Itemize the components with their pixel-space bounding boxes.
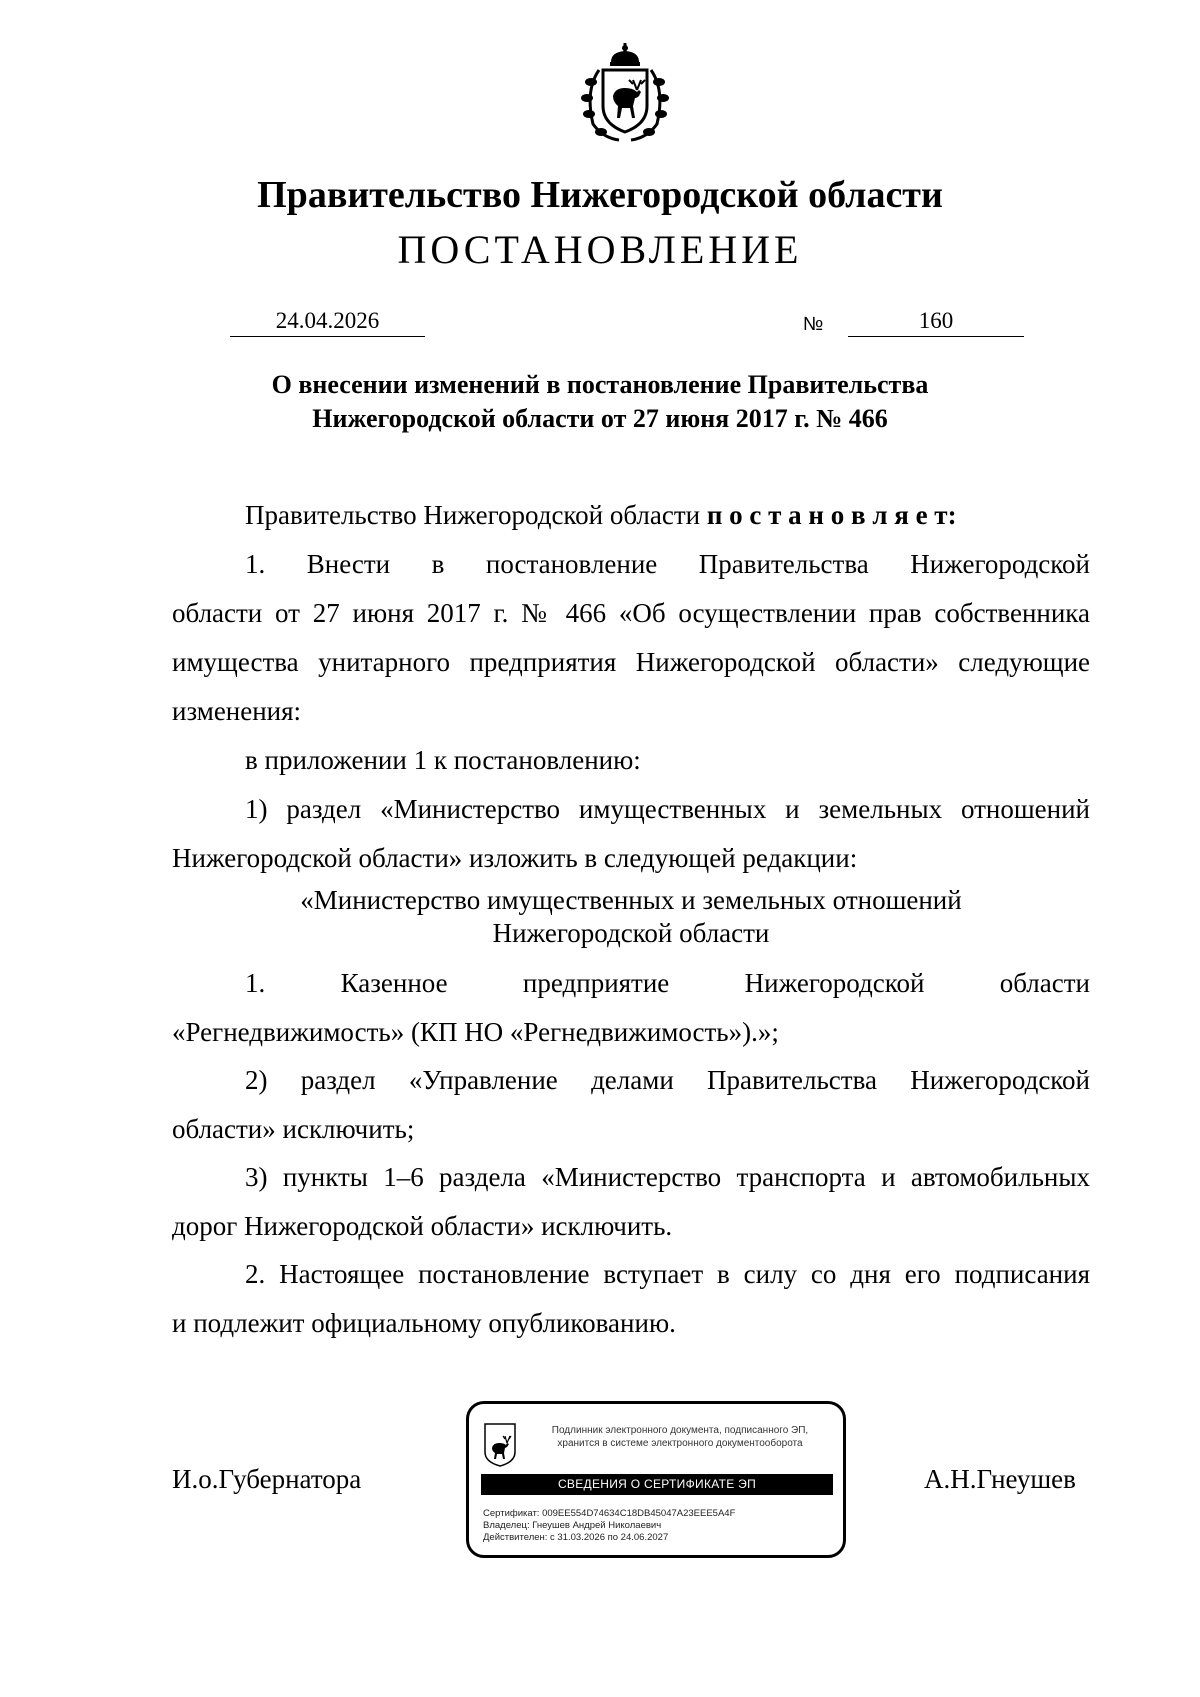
item-2	[172, 1056, 1090, 1154]
certificate-owner: Владелец: Гнеушев Андрей Николаевич	[483, 1520, 662, 1531]
paragraph-line: 2. Настоящее постановление вступает в силу со дня его подписания	[245, 1259, 1090, 1289]
heading-line: О внесении изменений в постановление Правительства	[271, 370, 929, 399]
stamp-header-line: Подлинник электронного документа, подписанного ЭП,	[551, 1425, 809, 1436]
paragraph-line: и подлежит официальному опубликованию.	[172, 1308, 676, 1338]
certificate-validity: Действителен: с 31.03.2026 по 24.06.2027	[483, 1532, 669, 1543]
paragraph-line: 3) пункты 1–6 раздела «Министерство транспорта и автомобильных	[245, 1162, 1090, 1192]
quoted-section-heading	[172, 884, 1090, 950]
signer-title: И.о.Губернатора	[172, 1464, 362, 1494]
paragraph-line: имущества унитарного предприятия Нижегородской области» следующие	[172, 647, 1090, 677]
electronic-signature-stamp	[466, 1401, 846, 1558]
paragraph-line: 2) раздел «Управление делами Правительства Нижегородской	[245, 1065, 1090, 1095]
preamble-verb: п о с т а н о в л я е т:	[706, 500, 957, 530]
item-1	[172, 785, 1090, 883]
heading-line: Нижегородской области от 27 июня 2017 г. № 466	[312, 404, 888, 433]
document-type: ПОСТАНОВЛЕНИЕ	[397, 227, 803, 272]
paragraph-line: области» исключить;	[172, 1114, 415, 1144]
paragraph-line: дорог Нижегородской области» исключить.	[172, 1211, 673, 1241]
quote-line: «Министерство имущественных и земельных отношений	[300, 885, 962, 915]
item-3	[172, 1153, 1090, 1251]
coat-of-arms-icon	[567, 40, 683, 144]
paragraph-line: изменения:	[172, 696, 302, 726]
certificate-details	[483, 1508, 833, 1544]
preamble-text: Правительство Нижегородской области	[245, 500, 701, 530]
document-date: 24.04.2026	[230, 306, 425, 337]
certificate-info-bar: СВЕДЕНИЯ О СЕРТИФИКАТЕ ЭП	[481, 1474, 833, 1495]
paragraph-line: Нижегородской области» изложить в следующей редакции:	[172, 843, 858, 873]
signer-name: А.Н.Гнеушев	[924, 1464, 1076, 1494]
paragraph-line: 1. Казенное предприятие Нижегородской области	[245, 968, 1090, 998]
deer-emblem-icon	[483, 1422, 517, 1468]
appendix-line: в приложении 1 к постановлению:	[245, 745, 641, 775]
paragraph-line: «Регнедвижимость» (КП НО «Регнедвижимость»).»;	[172, 1017, 779, 1047]
paragraph-2	[172, 1250, 1090, 1348]
certificate-serial: Сертификат: 009EE554D74634C18DB45047A23EEE5A4F	[483, 1508, 736, 1519]
document-heading	[0, 368, 1200, 436]
organization-title: Правительство Нижегородской области	[257, 174, 943, 216]
paragraph-line: области от 27 июня 2017 г. № 466 «Об осуществлении прав собственника	[172, 598, 1090, 628]
quoted-item	[172, 959, 1090, 1057]
paragraph-line: 1. Внести в постановление Правительства Нижегородской	[245, 549, 1090, 579]
number-label: №	[803, 314, 824, 335]
quote-line: Нижегородской области	[492, 918, 770, 948]
stamp-header	[525, 1424, 835, 1450]
document-number: 160	[848, 306, 1024, 337]
paragraph-line: 1) раздел «Министерство имущественных и земельных отношений	[245, 794, 1090, 824]
stamp-header-line: хранится в системе электронного документооборота	[557, 1438, 803, 1449]
preamble	[172, 491, 1090, 540]
paragraph-1	[172, 540, 1090, 736]
